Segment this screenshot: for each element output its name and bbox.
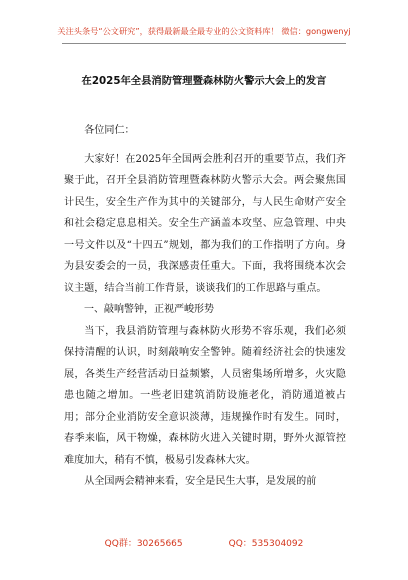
header-divider <box>62 43 346 44</box>
footer-qq-group: QQ群：30265665 <box>104 539 183 549</box>
body-paragraph-intro: 大家好！在2025年全国两会胜利召开的重要节点，我们齐聚于此，召开全县消防管理暨森林防火警示大会。两会聚焦国计民生，安全生产作为其中的关键部分，与人民生命财产安全和社会稳定息息相关。安全生产涵盖本攻坚、应急管理、中央一号文件以及“十四五”规划，都为我们的工作指明了方向。身为县安委会的一员，我深感责任重大。下面，我将围绕本次会议主题，结合当前工作背景，谈谈我们的工作思路与重点。 <box>64 153 346 294</box>
section-heading-1: 一、敲响警钟，正视严峻形势 <box>84 304 214 315</box>
body-paragraph-situation: 当下，我县消防管理与森林防火形势不容乐观，我们必须保持清醒的认识，时刻敲响安全警钟。随着经济社会的快速发展，各类生产经营活动日益频繁，人员密集场所增多，火灾隐患也随之增加。一些老旧建筑消防设施老化，消防通道被占用；部分企业消防安全意识淡薄，违规操作时有发生。同时，春季来临，风干物燥，森林防火进入关键时期，野外火源管控难度加大，稍有不慎，极易引发森林大灾。 <box>64 325 346 466</box>
document-body <box>64 120 346 493</box>
header-promo-note: 关注头条号“公文研究”，获得最新最全最专业的公文资料库！ 微信：gongwenyj <box>57 26 351 36</box>
body-paragraph-continuation: 从全国两会精神来看，安全是民生大事，是发展的前 <box>84 476 317 487</box>
footer-qq: QQ：535304092 <box>228 539 304 549</box>
document-title: 在2025年全县消防管理暨森林防火警示大会上的发言 <box>81 75 327 87</box>
footer-contact <box>0 536 408 549</box>
salutation: 各位同仁： <box>84 125 135 136</box>
